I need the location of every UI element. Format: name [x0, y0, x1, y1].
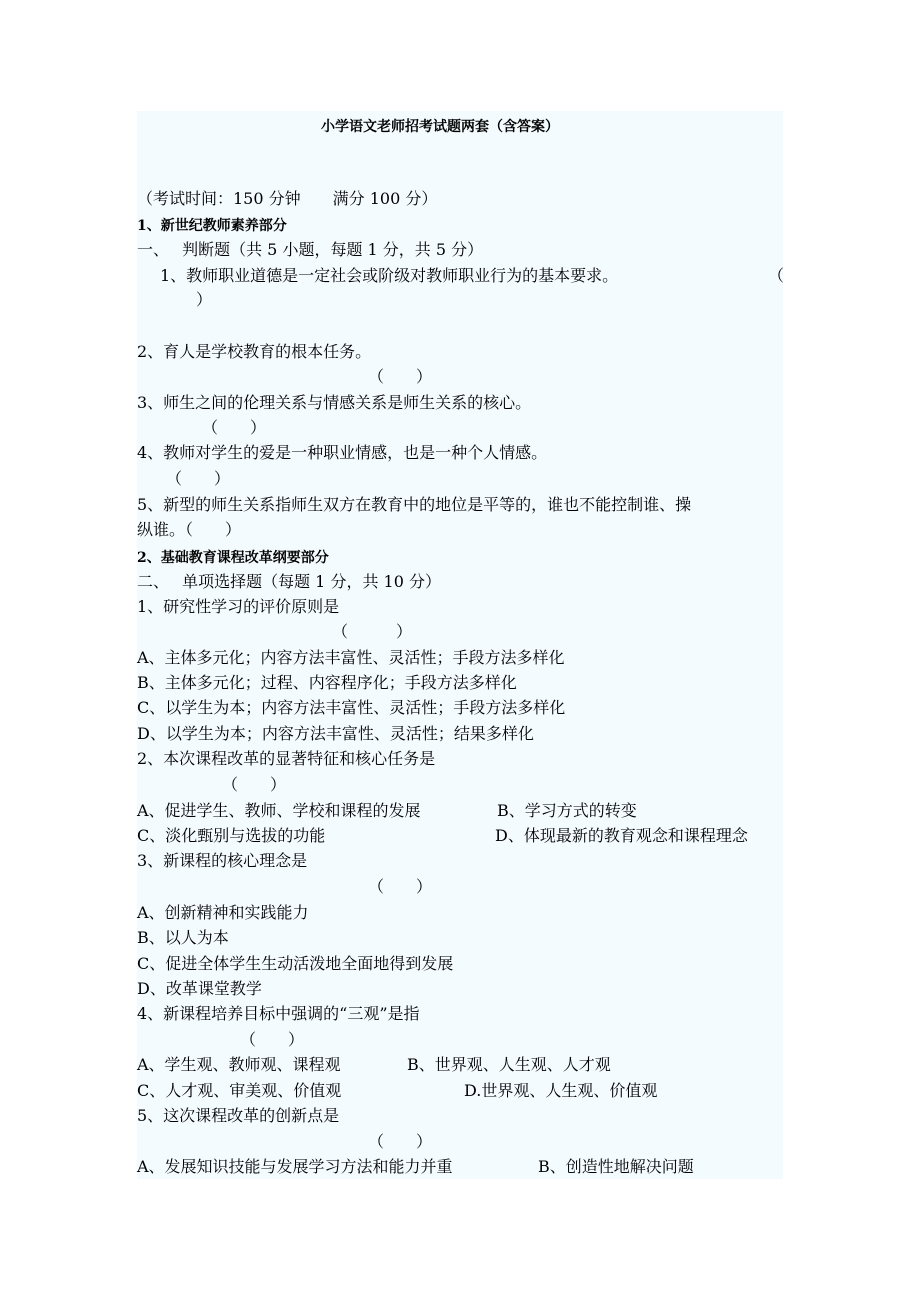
- s2-q3-option-c: C、促进全体学生生动活泼地全面地得到发展: [137, 954, 454, 973]
- s2-q1-option-b: B、主体多元化；过程、内容程序化；手段方法多样化: [137, 673, 517, 692]
- s2-q5-option-a: A、发展知识技能与发展学习方法和能力并重: [137, 1157, 453, 1176]
- s2-q1-option-a: A、主体多元化；内容方法丰富性、灵活性；手段方法多样化: [137, 648, 565, 667]
- s2-q3-text: 3、新课程的核心理念是: [137, 851, 308, 870]
- s2-q1-text: 1、研究性学习的评价原则是: [137, 597, 340, 616]
- s1-q4-blank: （ ）: [166, 469, 231, 488]
- s2-q4-blank: （ ）: [240, 1030, 305, 1049]
- s2-q4-option-c: C、人才观、审美观、价值观: [137, 1081, 342, 1100]
- s1-q1-paren-open: （: [768, 266, 785, 285]
- exam-info: （考试时间：150 分钟 满分 100 分）: [137, 189, 438, 208]
- s2-q2-text: 2、本次课程改革的显著特征和核心任务是: [137, 749, 436, 768]
- s2-q3-option-d: D、改革课堂教学: [137, 979, 262, 998]
- s2-q2-option-b: B、学习方式的转变: [497, 801, 637, 820]
- section2-part-title: 二、 单项选择题（每题 1 分，共 10 分）: [137, 572, 441, 591]
- s1-q3-blank: （ ）: [202, 418, 267, 437]
- s2-q4-option-b: B、世界观、人生观、人才观: [407, 1055, 611, 1074]
- s2-q2-option-c: C、淡化甄别与选拔的功能: [137, 826, 326, 845]
- s2-q5-text: 5、这次课程改革的创新点是: [137, 1106, 340, 1125]
- s1-q5-text-line1: 5、新型的师生关系指师生双方在教育中的地位是平等的，谁也不能控制谁、操: [137, 495, 692, 514]
- s2-q1-blank: （ ）: [332, 622, 413, 641]
- s1-q4-text: 4、教师对学生的爱是一种职业情感，也是一种个人情感。: [137, 443, 548, 462]
- s1-q1-text: 1、教师职业道德是一定社会或阶级对教师职业行为的基本要求。: [160, 266, 619, 285]
- s2-q5-option-b: B、创造性地解决问题: [538, 1157, 694, 1176]
- s2-q3-blank: （ ）: [368, 877, 433, 896]
- s2-q3-option-a: A、创新精神和实践能力: [137, 903, 309, 922]
- s1-q1-paren-close: ）: [196, 290, 213, 309]
- s2-q4-text: 4、新课程培养目标中强调的“三观”是指: [137, 1004, 420, 1023]
- s2-q2-blank: （ ）: [222, 775, 287, 794]
- document-title: 小学语文老师招考试题两套（含答案）: [321, 119, 559, 135]
- s2-q2-option-a: A、促进学生、教师、学校和课程的发展: [137, 801, 421, 820]
- s1-q3-text: 3、师生之间的伦理关系与情感关系是师生关系的核心。: [137, 393, 532, 412]
- s2-q1-option-d: D、以学生为本；内容方法丰富性、灵活性；结果多样化: [137, 724, 534, 743]
- s2-q2-option-d: D、体现最新的教育观念和课程理念: [495, 826, 748, 845]
- s2-q4-option-d: D.世界观、人生观、价值观: [464, 1081, 658, 1100]
- s1-q2-blank: （ ）: [368, 367, 433, 386]
- section2-heading: 2、基础教育课程改革纲要部分: [137, 550, 329, 566]
- s1-q2-text: 2、育人是学校教育的根本任务。: [137, 342, 372, 361]
- s2-q5-blank: （ ）: [368, 1132, 433, 1151]
- section1-heading: 1、新世纪教师素养部分: [137, 218, 287, 234]
- section1-part-title: 一、 判断题（共 5 小题，每题 1 分，共 5 分）: [137, 240, 484, 259]
- s1-q5-text-line2: 纵谁。（ ）: [137, 520, 242, 539]
- s2-q1-option-c: C、以学生为本；内容方法丰富性、灵活性；手段方法多样化: [137, 698, 566, 717]
- s2-q4-option-a: A、学生观、教师观、课程观: [137, 1055, 341, 1074]
- s2-q3-option-b: B、以人为本: [137, 928, 229, 947]
